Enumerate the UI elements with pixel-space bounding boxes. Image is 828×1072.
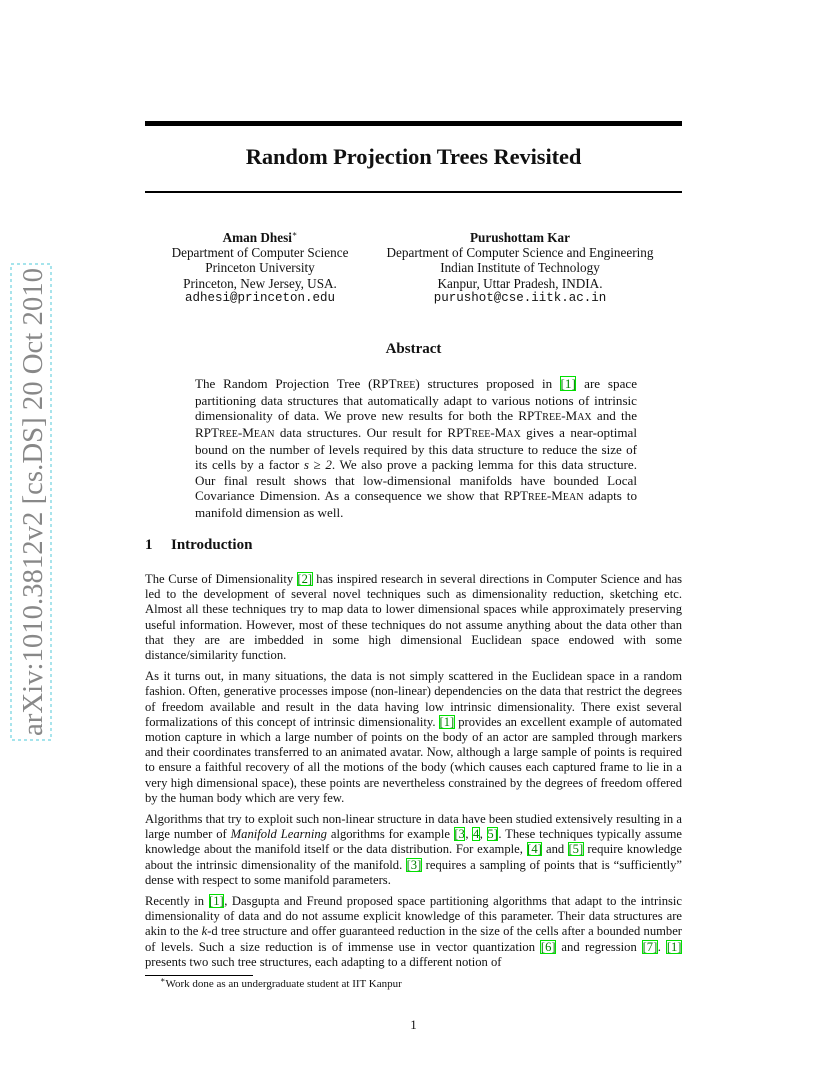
- paper-title: Random Projection Trees Revisited: [245, 144, 582, 169]
- citation-link[interactable]: [7]: [642, 939, 658, 954]
- citation-link[interactable]: [4]: [527, 842, 542, 857]
- footnote-text: Work done as an undergraduate student at IIT Kanpur: [165, 978, 402, 990]
- paragraph-4: Recently in [1], Dasgupta and Freund proposed space partitioning algorithms that adapt to the intrinsic dimensionality of data and do not assume explicit knowledge of this parameter. Their data structures are akin to the k-d tree structure and offer guaranteed reduction in the size of the cells after a bounded number of levels. Such a size reduction is of immense use in vector quantization [6] and regression [7]. [1] presents two such tree structures, each adapting to a different notion of: [145, 894, 682, 969]
- arxiv-stamp[interactable]: [6, 262, 56, 742]
- citation-link[interactable]: [1]: [209, 894, 224, 909]
- footnote: [160, 975, 402, 990]
- author-block-1: [160, 230, 360, 306]
- citation-link[interactable]: [3: [454, 827, 465, 842]
- introduction-body: [145, 572, 682, 976]
- author-footnote-marker: ∗: [291, 229, 298, 239]
- title-rule-bottom: [145, 191, 682, 193]
- author-name-2: Purushottam Kar: [469, 230, 570, 245]
- citation-link[interactable]: [2]: [297, 572, 313, 586]
- arxiv-stamp-text: arXiv:1010.3812v2 [cs.DS] 20 Oct 2010: [18, 272, 49, 736]
- title-rule-top: [145, 121, 682, 126]
- paragraph-2: As it turns out, in many situations, the data is not simply scattered in the Euclidean space in a random fashion. Often, generative processes impose (non-linear) dependencies on the data that restrict the degrees of freedom available and result in the data having low intrinsic dimensionality. There exist several formalizations of this concept of intrinsic dimensionality. [1] provides an excellent example of automated motion capture in which a large number of points on the body of an actor are sampled through markers and their coordinates transferred to an animated avatar. Now, although a large sample of points is required to ensure a faithful recovery of all the motions of the body (which causes each captured frame to lie in a very high dimensional space), these points are nevertheless constrained by the degrees of freedom offered by the human body which are very few.: [145, 669, 682, 805]
- citation-link[interactable]: [1]: [439, 714, 455, 729]
- section-heading-introduction: [145, 537, 252, 554]
- author-loc-1: Princeton, New Jersey, USA.: [183, 275, 337, 291]
- section-title: Introduction: [171, 537, 253, 553]
- citation-link[interactable]: [5]: [568, 842, 584, 857]
- citation-link[interactable]: [1]: [666, 939, 682, 954]
- arxiv-stamp-graphic: [6, 262, 56, 742]
- page-number: 1: [410, 1017, 417, 1032]
- author-email-2: purushot@cse.iitk.ac.in: [433, 290, 607, 305]
- author-dept-2: Department of Computer Science and Engineering: [386, 245, 654, 261]
- abstract-text: The Random Projection Tree (RPTREE) structures proposed in [1] are space partitioning data structures that automatically adapt to various notions of intrinsic dimensionality of data. We prove new results for both the RPTREE-MAX and the RPTREE-MEAN data structures. Our result for RPTREE-MAX gives a near-optimal bound on the number of levels required by this data structure to reduce the size of its cells by a factor s ≥ 2. We also prove a packing lemma for this data structure. Our final result shows that low-dimensional manifolds have bounded Local Covariance Dimension. As a consequence we show that RPTREE-MEAN adapts to manifold dimension as well.: [195, 376, 638, 520]
- citation-link[interactable]: 5]: [487, 827, 498, 842]
- author-block-2: [370, 230, 670, 306]
- author-email-1: adhesi@princeton.edu: [184, 290, 336, 305]
- footnote-marker: ∗: [160, 975, 166, 985]
- author-inst-1: Princeton University: [205, 260, 315, 276]
- section-number: 1: [145, 537, 153, 553]
- author-dept-1: Department of Computer Science: [171, 245, 349, 261]
- citation-link[interactable]: 4: [472, 827, 480, 842]
- citation-link[interactable]: [6]: [540, 939, 556, 954]
- paragraph-3: Algorithms that try to exploit such non-linear structure in data have been studied extensively resulting in a large number of Manifold Learning algorithms for example [3, 4, 5]. These techniques typically assume knowledge about the manifold itself or the data distribution. For example, [4] and [5] require knowledge about the intrinsic dimensionality of the manifold. [3] requires a sampling of points that is “sufficiently” dense with respect to some manifold parameters.: [145, 812, 683, 887]
- author-name-1: Aman Dhesi∗: [222, 229, 298, 245]
- paragraph-1: The Curse of Dimensionality [2] has inspired research in several directions in Computer Science and has led to the development of several novel techniques such as dimensionality reduction, sketching etc. Almost all these techniques try to map data to lower dimensional spaces while approximately preserving useful information. However, most of these techniques do not assume anything about the data other than that they are are imbedded in some high dimensional Euclidean space endowed with some distance/similarity function.: [145, 572, 682, 663]
- author-loc-2: Kanpur, Uttar Pradesh, INDIA.: [437, 275, 603, 291]
- abstract-heading: Abstract: [385, 341, 442, 357]
- author-inst-2: Indian Institute of Technology: [440, 260, 600, 276]
- citation-link[interactable]: [3]: [406, 857, 422, 872]
- citation-link[interactable]: [1]: [560, 376, 576, 391]
